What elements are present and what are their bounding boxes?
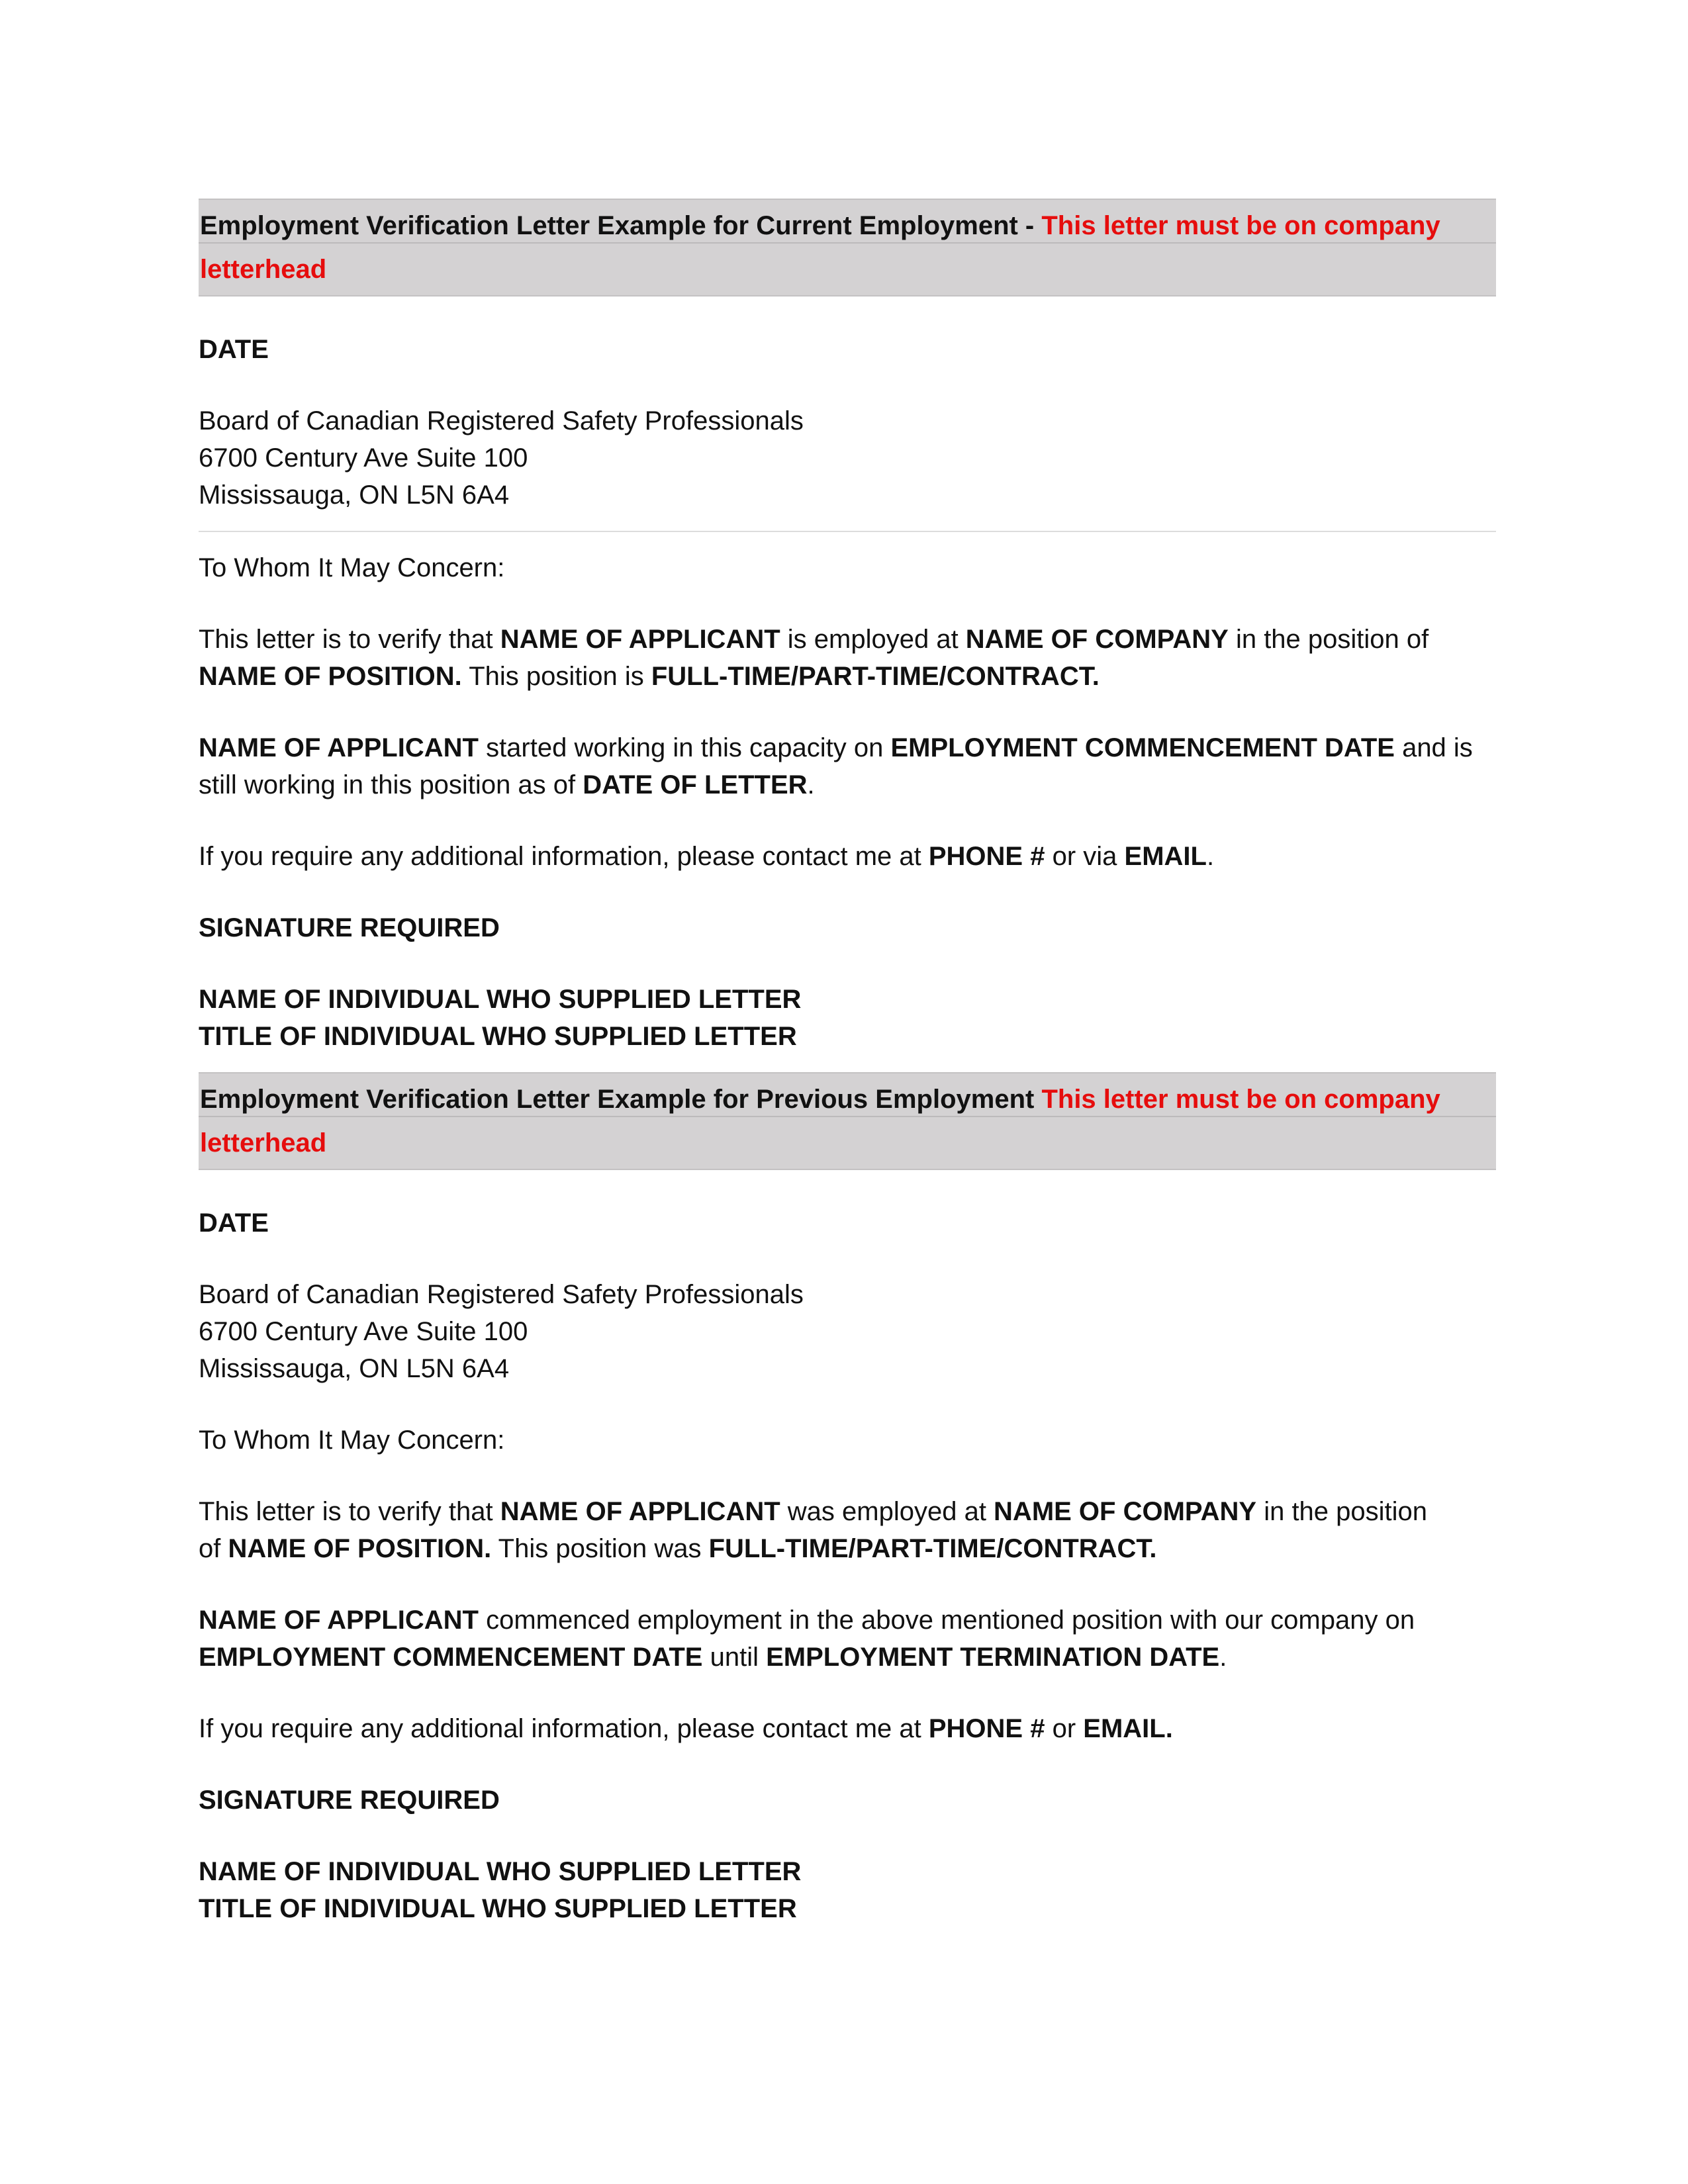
section-header (199, 199, 1496, 296)
address-line-2: 6700 Century Ave Suite 100 (199, 443, 528, 473)
text: . (1206, 842, 1215, 871)
placeholder-applicant: NAME OF APPLICANT (500, 625, 780, 654)
paragraph-contact (199, 1710, 1496, 1747)
text: still working in this position as of (199, 770, 583, 799)
address-line-3: Mississauga, ON L5N 6A4 (199, 1354, 510, 1383)
recipient-address (199, 402, 1496, 514)
signer-title: TITLE OF INDIVIDUAL WHO SUPPLIED LETTER (199, 1022, 797, 1051)
document-content (199, 199, 1496, 1927)
text: and is (1394, 733, 1473, 762)
text: or (1045, 1714, 1084, 1743)
placeholder-company: NAME OF COMPANY (965, 625, 1229, 654)
paragraph-contact (199, 838, 1496, 875)
text: This letter is to verify that (199, 625, 500, 654)
signature-required: SIGNATURE REQUIRED (199, 913, 500, 942)
placeholder-applicant: NAME OF APPLICANT (199, 733, 479, 762)
text: This position was (491, 1534, 709, 1563)
salutation: To Whom It May Concern: (199, 1426, 505, 1455)
text: . (1219, 1643, 1227, 1672)
recipient-address (199, 1276, 1496, 1387)
text: is employed at (780, 625, 966, 654)
text: was employed at (780, 1497, 994, 1526)
paragraph-commencement (199, 729, 1496, 803)
text: in the position (1256, 1497, 1428, 1526)
placeholder-applicant: NAME OF APPLICANT (500, 1497, 780, 1526)
section-header-title: Employment Verification Letter Example for Current Employment - (200, 211, 1042, 240)
section-header-note: This letter must be on company (1041, 1085, 1440, 1114)
section-header (199, 1072, 1496, 1170)
paragraph-verification (199, 621, 1496, 695)
placeholder-applicant: NAME OF APPLICANT (199, 1606, 479, 1635)
section-header-line-1 (199, 1077, 1496, 1121)
text: If you require any additional information, please contact me at (199, 1714, 929, 1743)
signature-required: SIGNATURE REQUIRED (199, 1786, 500, 1815)
placeholder-termination-date: EMPLOYMENT TERMINATION DATE (766, 1643, 1220, 1672)
address-line-1: Board of Canadian Registered Safety Professionals (199, 406, 804, 435)
placeholder-phone: PHONE # (928, 1714, 1045, 1743)
paragraph-verification (199, 1493, 1496, 1567)
section-header-note-continued: letterhead (200, 1128, 327, 1158)
text: of (199, 1534, 228, 1563)
paragraph-commencement (199, 1602, 1496, 1676)
salutation: To Whom It May Concern: (199, 553, 505, 582)
placeholder-date-of-letter: DATE OF LETTER (583, 770, 808, 799)
section-previous-employment (199, 1072, 1496, 1927)
placeholder-employment-type: FULL-TIME/PART-TIME/CONTRACT. (651, 662, 1100, 691)
section-current-employment (199, 199, 1496, 1055)
placeholder-position: NAME OF POSITION. (228, 1534, 492, 1563)
text: commenced employment in the above mentioned position with our company on (478, 1606, 1415, 1635)
address-line-1: Board of Canadian Registered Safety Professionals (199, 1280, 804, 1309)
date-placeholder: DATE (199, 335, 269, 364)
section-header-note-continued: letterhead (200, 255, 327, 284)
text: started working in this capacity on (478, 733, 891, 762)
placeholder-employment-type: FULL-TIME/PART-TIME/CONTRACT. (708, 1534, 1157, 1563)
signer-title: TITLE OF INDIVIDUAL WHO SUPPLIED LETTER (199, 1894, 797, 1923)
text: This position is (461, 662, 651, 691)
placeholder-commencement-date: EMPLOYMENT COMMENCEMENT DATE (890, 733, 1395, 762)
placeholder-email: EMAIL. (1083, 1714, 1173, 1743)
text: This letter is to verify that (199, 1497, 500, 1526)
placeholder-company: NAME OF COMPANY (994, 1497, 1257, 1526)
placeholder-position: NAME OF POSITION. (199, 662, 462, 691)
address-line-2: 6700 Century Ave Suite 100 (199, 1317, 528, 1346)
signer-name: NAME OF INDIVIDUAL WHO SUPPLIED LETTER (199, 985, 802, 1014)
section-header-note: This letter must be on company (1041, 211, 1440, 240)
placeholder-email: EMAIL (1124, 842, 1207, 871)
divider (199, 531, 1496, 532)
text: If you require any additional information, please contact me at (199, 842, 929, 871)
section-header-line-1 (199, 204, 1496, 248)
placeholder-phone: PHONE # (928, 842, 1045, 871)
text: in the position of (1228, 625, 1429, 654)
placeholder-commencement-date: EMPLOYMENT COMMENCEMENT DATE (199, 1643, 703, 1672)
signer-name: NAME OF INDIVIDUAL WHO SUPPLIED LETTER (199, 1857, 802, 1886)
text: . (807, 770, 815, 799)
address-line-3: Mississauga, ON L5N 6A4 (199, 480, 510, 510)
section-header-title: Employment Verification Letter Example for Previous Employment (200, 1085, 1042, 1114)
date-placeholder: DATE (199, 1208, 269, 1238)
text: or via (1045, 842, 1125, 871)
text: until (702, 1643, 767, 1672)
